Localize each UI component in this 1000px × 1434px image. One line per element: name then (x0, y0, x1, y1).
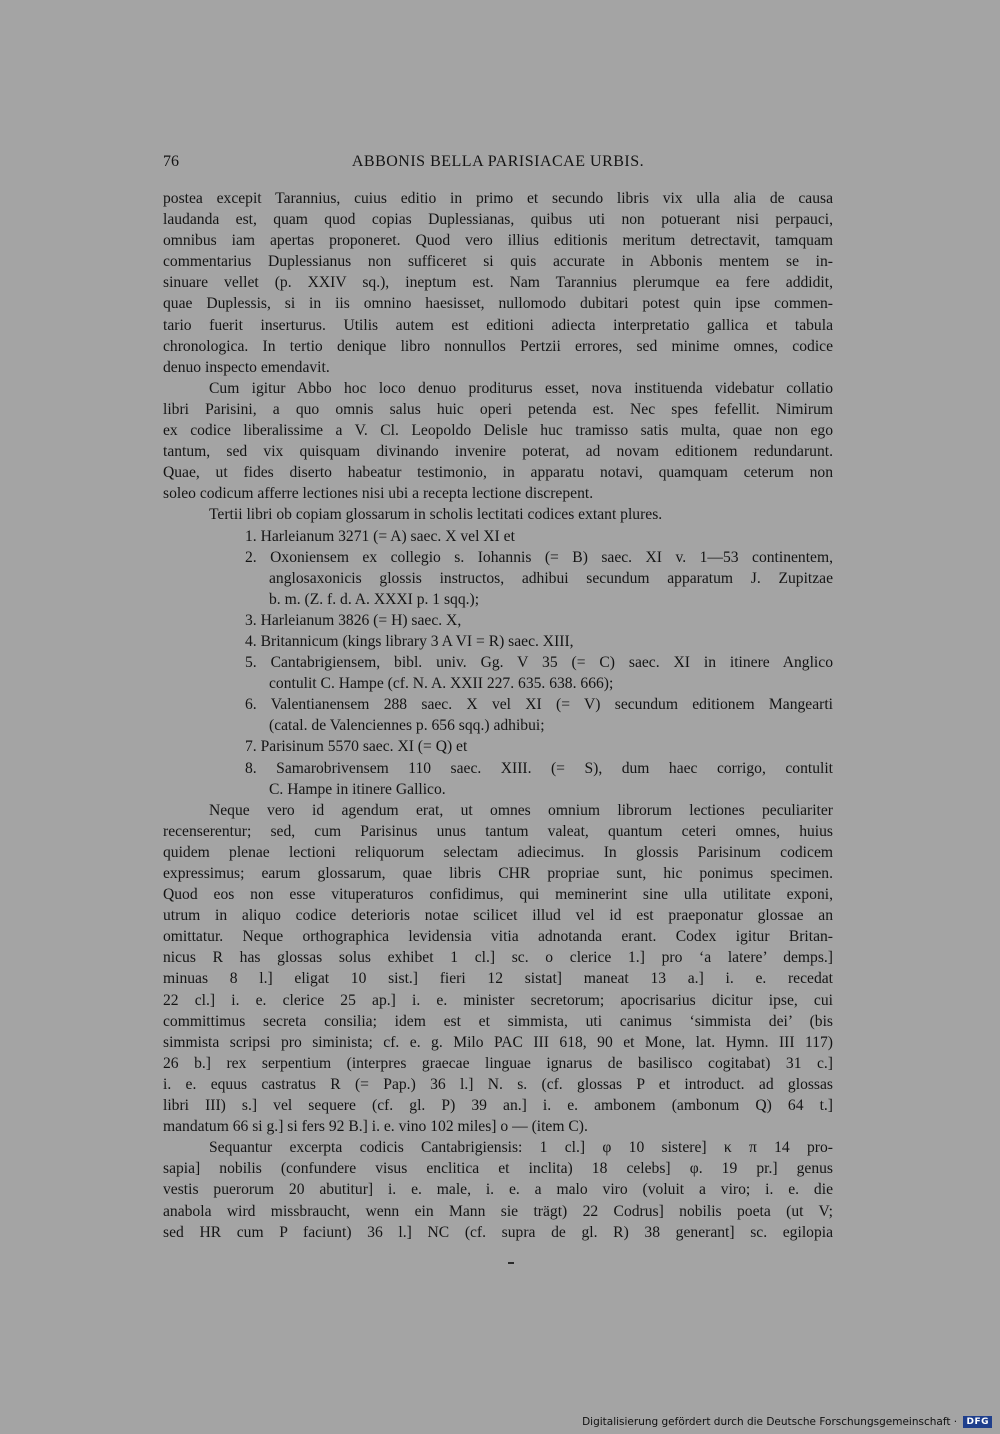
text-line: Quae, ut fides diserto habeatur testimonio, in apparatu notavi, quamquam ceterum non (163, 464, 833, 482)
text-line: quidem plenae lectioni reliquorum selectam adiecimus. In glossis Parisinum codicem (163, 843, 833, 861)
list-item: 7. Parisinum 5570 saec. XI (= Q) et (245, 738, 468, 756)
footer-separator: · (953, 1416, 958, 1428)
text-line: tario fuerit inserturus. Utilis autem est editioni adiecta interpretatio gallica et tabula (163, 316, 833, 334)
text-line: committimus secreta consilia; idem est et simmista, uti canimus ‘simmista dei’ (bis (163, 1012, 833, 1030)
list-item: 5. Cantabrigiensem, bibl. univ. Gg. V 35 (= C) saec. XI in itinere Anglico (245, 654, 833, 672)
footer-credit: Digitalisierung gefördert durch die Deutsche Forschungsgemeinschaft (582, 1416, 951, 1428)
text-line: commentarius Duplessianus non sufficeret si quis accurate in Abbonis mentem se in- (163, 253, 833, 271)
text-line: laudanda est, quam quod copias Duplessianas, quibus uti non potuerant nisi perpauci, (163, 211, 833, 229)
list-item: 2. Oxoniensem ex collegio s. Iohannis (= B) saec. XI v. 1—53 continentem, (245, 548, 833, 566)
list-item: 8. Samarobrivensem 110 saec. XIII. (= S), dum haec corrigo, contulit (245, 759, 833, 777)
text-line: Sequantur excerpta codicis Cantabrigiensis: 1 cl.] φ 10 sistere] κ π 14 pro- (209, 1139, 833, 1157)
text-line: omittatur. Neque orthographica levidensia vitia adnotanda erant. Codex igitur Britan- (163, 928, 833, 946)
text-line: vestis puerorum 20 abutitur] i. e. male, i. e. a malo viro (voluit a viro; i. e. die (163, 1181, 833, 1199)
digitization-footer (0, 1416, 992, 1432)
text-line: Quod eos non esse vituperaturos confidimus, qui meminerint sine ulla utilitate exponi, (163, 886, 833, 904)
list-item: C. Hampe in itinere Gallico. (269, 780, 446, 798)
list-item: 4. Britannicum (kings library 3 A VI = R) saec. XIII, (245, 632, 574, 650)
text-line: omnibus iam apertas proponeret. Quod vero illius editionis meritum detrectavit, tamquam (163, 232, 833, 250)
text-line: minuas 8 l.] eligat 10 sist.] fieri 12 sistat] maneat 13 a.] i. e. recedat (163, 970, 833, 988)
text-line: recenserentur; sed, cum Parisinus unus tantum valeat, quantum ceteri omnes, huius (163, 822, 833, 840)
text-line: 26 b.] rex serpentium (interpres graecae linguae ignarus de basilisco cogitabat) 31 c.] (163, 1054, 833, 1072)
text-line: nicus R has glossas solus exhibet 1 cl.] sc. o clerice 1.] pro ‘a latere’ demps.] (163, 949, 833, 967)
text-line: i. e. equus castratus R (= Pap.) 36 l.] N. s. (cf. glossas P et introduct. ad glossas (163, 1075, 833, 1093)
dfg-logo-icon: DFG (963, 1416, 992, 1428)
list-item: anglosaxonicis glossis instructos, adhibui secundum apparatum J. Zupitzae (269, 569, 833, 587)
page-number: 76 (163, 153, 179, 170)
text-line: chronologica. In tertio denique libro nonnullos Pertzii errores, sed minime omnes, codice (163, 337, 833, 355)
text-line: libri Parisini, a quo omnis salus huic operi petenda est. Nec spes fefellit. Nimirum (163, 400, 833, 418)
text-line: denuo inspecto emendavit. (163, 358, 330, 376)
text-line: soleo codicum afferre lectiones nisi ubi a recepta lectione discrepent. (163, 485, 594, 503)
text-line: Neque vero id agendum erat, ut omnes omnium librorum lectiones peculiariter (209, 801, 833, 819)
list-item: 1. Harleianum 3271 (= A) saec. X vel XI et (245, 527, 515, 545)
text-line: Tertii libri ob copiam glossarum in scholis lectitati codices extant plures. (209, 506, 663, 524)
text-line: sapia] nobilis (confundere visus enclitica et inclita) 18 celebs] φ. 19 pr.] genus (163, 1160, 833, 1178)
text-line: anabola wird missbraucht, wenn ein Mann sie trägt) 22 Codrus] nobilis poeta (ut V; (163, 1202, 833, 1220)
text-line: sed HR cum P faciunt) 36 l.] NC (cf. supra de gl. R) 38 generant] sc. egilopia (163, 1223, 833, 1241)
scan-speck (508, 1262, 514, 1264)
text-line: ex codice liberalissime a V. Cl. Leopoldo Delisle huc tramisso satis multa, quae non ego (163, 422, 833, 440)
text-line: expressimus; earum glossarum, quae libris CHR propriae sunt, hic ponimus specimen. (163, 865, 833, 882)
text-line: simmista scripsi pro siminista; cf. e. g. Milo PAC III 618, 90 et Mone, lat. Hymn. III 117) (163, 1033, 833, 1051)
text-line: 22 cl.] i. e. clerice 25 ap.] i. e. minister secretorum; apocrisarius dicitur ipse, cui (163, 991, 833, 1009)
list-item: 3. Harleianum 3826 (= H) saec. X, (245, 611, 462, 629)
text-line: postea excepit Tarannius, cuius editio in primo et secundo libris vix ulla alia de causa (163, 190, 833, 207)
text-line: libri III) s.] vel sequere (cf. gl. P) 39 an.] i. e. ambonem (ambonum Q) 64 t.] (163, 1097, 833, 1115)
text-line: mandatum 66 si g.] si fers 92 B.] i. e. vino 102 miles] o — (item C). (163, 1118, 588, 1136)
list-item: contulit C. Hampe (cf. N. A. XXII 227. 635. 638. 666); (269, 675, 614, 693)
text-line: tantum, sed vix quisquam divinando invenire poterat, ad novam editionem redundarunt. (163, 443, 833, 461)
text-line: Cum igitur Abbo hoc loco denuo proditurus esset, nova instituenda videbatur collatio (209, 379, 833, 397)
text-line: utrum in aliquo codice deterioris notae scilicet illud vel id est praeponatur glossae an (163, 907, 833, 925)
text-line: sinuare vellet (p. XXIV sq.), ineptum est. Nam Tarannius plerumque ea fere addidit, (163, 274, 833, 292)
text-line: quae Duplessis, si in iis omnino haesisset, nullomodo dubitari potest quin ipse commen- (163, 295, 833, 313)
list-item: (catal. de Valenciennes p. 656 sqq.) adhibui; (269, 717, 545, 735)
page-header (163, 153, 833, 175)
running-title: ABBONIS BELLA PARISIACAE URBIS. (351, 153, 645, 170)
body-text (163, 188, 833, 1243)
list-item: b. m. (Z. f. d. A. XXXI p. 1 sqq.); (269, 590, 480, 608)
list-item: 6. Valentianensem 288 saec. X vel XI (= V) secundum editionem Mangearti (245, 696, 833, 714)
